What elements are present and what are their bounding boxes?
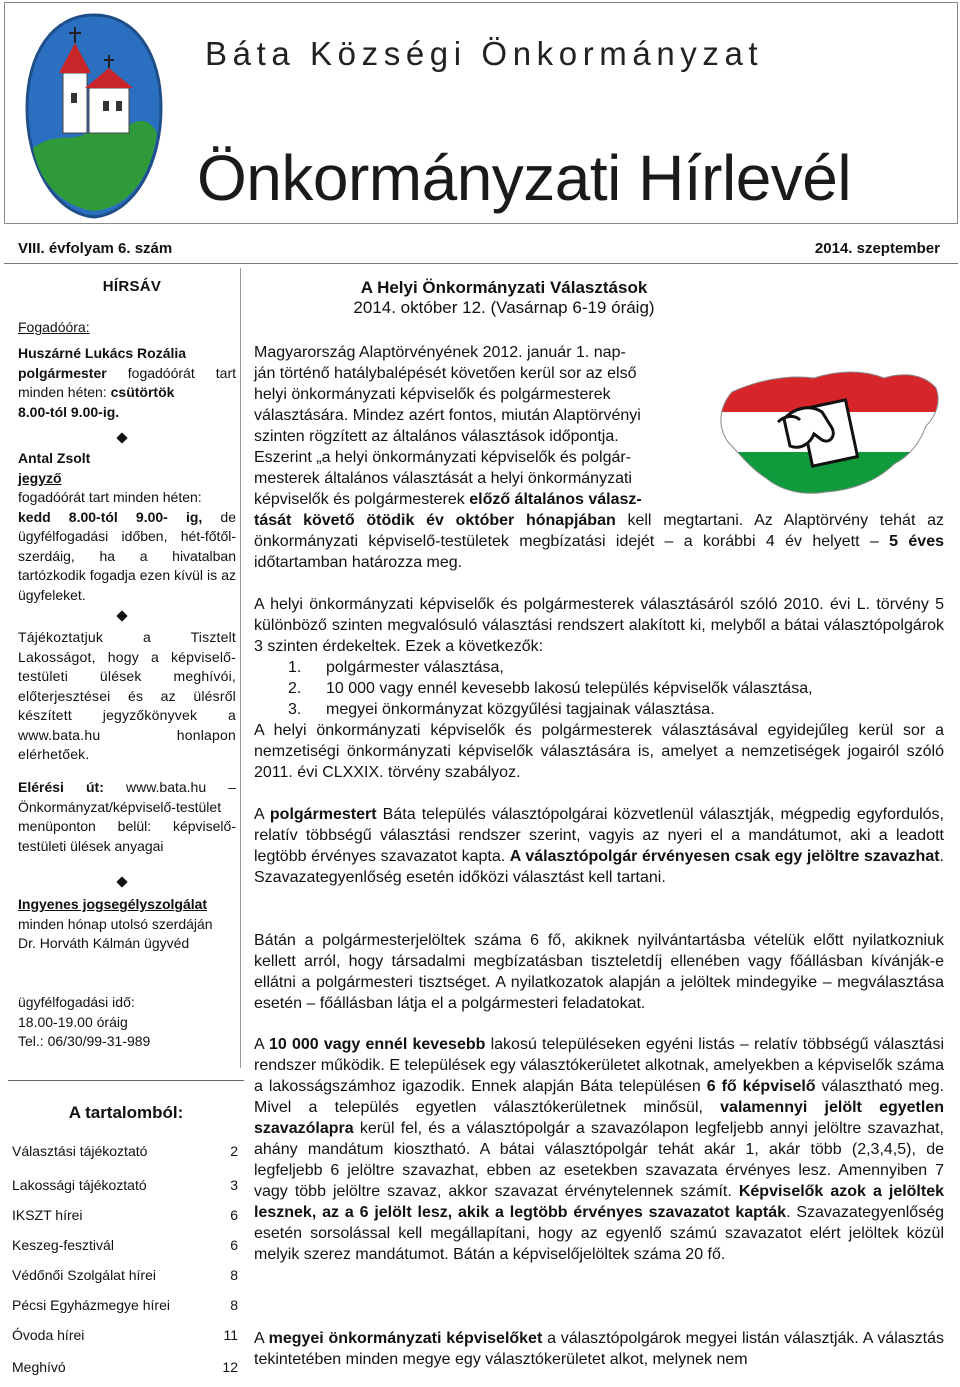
issue-number: VIII. évfolyam 6. szám [18, 240, 173, 257]
article-paragraph-mayor: A polgármestert Báta település választópolgárai közvetlenül választják, mégpedig egyfordulós, relatív többségű választási rendszer szerint, vagyis az nyeri el a mandátumot, aki a leadott legtöbb érvényes szavazatot kapta. A választópolgár érvényesen csak egy jelöltre szavazhat. Szavazategyenlőség esetén időközi választást kell tartani. [254, 806, 945, 886]
article-paragraph-intro-cont: tását követő ötödik év október hónapjában kell megtartani. Az Alaptörvény tehát az önkormányzati képviselő-testületek megbízatási idejét – a korábbi 4 év helyett – 5 éves időtartamban határozza meg. [254, 512, 945, 571]
toc-item[interactable] [12, 1237, 238, 1257]
article-paragraph-representatives: A 10 000 vagy ennél kevesebb lakosú településeken egyéni listás – relatív többségű választási rendszer működik. E települések egy választókerületet alkotnak, amelyekben a képviselők száma a lakosságszámhoz igazodik. Ennek alapján Báta településen 6 fő képviselő választható meg. Mivel a település egyetlen választókerületnek minősül, valamennyi jelölt egyetlen szavazólapra kerül fel, és a választópolgár a szavazólapon legfeljebb annyi jelöltre szavazhat, ahány mandátum kiosztható. A bátai választópolgár tehát akár 1, akár több (2,3,4,5), de legfeljebb 6 jelöltre szavazhat, ebben az esetekben szavazata érvényes lesz. Amennyiben 7 vagy több jelöltre szavaz, akkor szavazat érvénytelennek számít. Képviselők azok a jelöltek lesznek, az a 6 jelölt lesz, akik a legtöbb érvényes szavazatot kapták. Szavazategyenlőség esetén sorsolással kell megállapítani, hogy az egyenlő számú szavazatot elért jelöltek közül melyik szerez mandátumot. Bátán a képviselőjelöltek száma 20 fő. [254, 1036, 945, 1263]
access-block: Elérési út: www.bata.hu – Önkormányzat/képviselő-testület menüponton belül: képviselő-testületi ülések anyagai [18, 779, 236, 854]
toc-item[interactable] [12, 1143, 238, 1163]
toc-item-label: Lakossági tájékoztató [12, 1177, 147, 1193]
hungary-flag-map-icon [714, 364, 944, 499]
toc-item-label: IKSZT hírei [12, 1207, 83, 1223]
separator-diamond-icon [116, 876, 127, 887]
toc-item-page: 11 [223, 1327, 238, 1343]
intro-line: választására. Mindez azért fontos, miután Alaptörvényi [254, 407, 641, 424]
coat-of-arms-icon [23, 13, 165, 219]
toc-item-page: 6 [230, 1207, 238, 1223]
header-divider [4, 263, 958, 264]
legal-hours-block: ügyfélfogadási idő: 18.00-19.00 óráig Tel.: 06/30/99-31-989 [18, 994, 151, 1049]
toc-item[interactable] [12, 1267, 238, 1287]
intro-line: képviselők és polgármesterek előző általános válasz- [254, 491, 642, 508]
toc-title: A tartalomból: [68, 1103, 184, 1122]
election-level-item: 1. polgármester választása, [288, 659, 504, 676]
intro-line: ján történő hatálybalépését követően kerül sor az első [254, 365, 637, 382]
article-paragraph-nationality: A helyi önkormányzati képviselők és polgármesterek választásával egyidejűleg kerül sor a nemzetiségi önkormányzati képviselők választására is, amelyet a nemzetiségek jogairól szóló 2011. évi CLXXIX. törvény szabályoz. [254, 722, 944, 781]
office-hours-label: Fogadóóra: [18, 319, 90, 335]
article [254, 268, 944, 1380]
article-paragraph-law: A helyi önkormányzati képviselők és polgármesterek választásáról szóló 2010. évi L. törvény 5 különböző szinten megvalósuló választási rendszert alakított ki, melyből a bátai választópolgárok 3 szinten érdekeltek. Ezek a következők: [254, 596, 944, 655]
article-paragraph-county: A megyei önkormányzati képviselőket a választópolgárok megyei listán választják. A választás tekintetében minden megye egy választókerületet alkot, melynek nem [254, 1330, 945, 1368]
notary-block: Antal Zsolt jegyző fogadóórát tart minden héten: kedd 8.00-tól 9.00- ig, de ügyfélfogadási időben, hét-főtől- szerdáig, ha a hivatalban tartózkodik fogadja ezen kívül is az ügyfeleket. [18, 450, 236, 603]
toc-item-page: 2 [230, 1143, 238, 1159]
sidebar-heading: HÍRSÁV [102, 278, 162, 295]
sidebar [8, 268, 242, 1376]
toc-item-label: Védőnői Szolgálat hírei [12, 1267, 156, 1283]
separator-diamond-icon [116, 610, 127, 621]
newsletter-title: Önkormányzati Hírlevél [197, 142, 852, 214]
toc-item-page: 12 [222, 1359, 238, 1375]
intro-line: helyi önkormányzati képviselők és polgármesterek [254, 386, 611, 403]
town-name: Báta Községi Önkormányzat [205, 35, 764, 72]
toc-item-label: Választási tájékoztató [12, 1143, 148, 1159]
toc-item-label: Pécsi Egyházmegye hírei [12, 1297, 170, 1313]
toc-item[interactable] [12, 1207, 238, 1227]
separator-diamond-icon [116, 432, 127, 443]
article-paragraph-candidates: Bátán a polgármesterjelöltek száma 6 fő, akiknek nyilvántartásba vételük előtt nyilatkozniuk kellett arról, hogy társadalmi megbízatásban tiszteletdíj ellenében vagy főállásban kívánják-e ellátni a polgármesteri tisztséget. A nyilatkozatok alapján a jelöltek mindegyike – megválasztása esetén – főállásban látja el a polgármesteri feladatokat. [254, 932, 944, 1012]
toc-item-label: Óvoda hírei [12, 1327, 85, 1343]
election-level-item: 2. 10 000 vagy ennél kevesebb lakosú település képviselők választása, [288, 680, 813, 697]
article-paragraph-intro [254, 342, 699, 510]
toc-item[interactable] [12, 1359, 238, 1379]
issue-date: 2014. szeptember [814, 240, 940, 257]
intro-line: mesterek általános választását a helyi önkormányzati [254, 470, 632, 487]
toc-item[interactable] [12, 1327, 238, 1347]
toc-item-page: 6 [230, 1237, 238, 1253]
toc-item[interactable] [12, 1297, 238, 1317]
toc-item-page: 3 [230, 1177, 238, 1193]
mayor-block: Huszárné Lukács Rozália polgármester fogadóórát tart minden héten: csütörtök 8.00-tól 9.00-ig. [18, 345, 236, 420]
intro-line: Magyarország Alaptörvényének 2012. január 1. nap- [254, 344, 626, 361]
toc-item[interactable] [12, 1177, 238, 1197]
toc-item-label: Keszeg-fesztivál [12, 1237, 114, 1253]
masthead [4, 2, 958, 224]
toc-item-label: Meghívó [12, 1359, 66, 1375]
legal-aid-block: Ingyenes jogsegélyszolgálat minden hónap utolsó szerdáján Dr. Horváth Kálmán ügyvéd [18, 896, 213, 951]
intro-line: szinten rögzített az általános választások időpontja. [254, 428, 619, 445]
intro-line: Eszerint „a helyi önkormányzati képviselők és polgár- [254, 449, 632, 466]
table-of-contents [8, 1080, 244, 1380]
article-headline: A Helyi Önkormányzati Választások 2014. október 12. (Vasárnap 6-19 óráig) [353, 278, 655, 317]
toc-item-page: 8 [230, 1267, 238, 1283]
info-block: Tájékoztatjuk a Tisztelt Lakosságot, hogy a képviselő-testületi ülések meghívói, előterjesztései és az ülésről készített jegyzőkönyvek a www.bata.hu honlapon elérhetőek. [18, 629, 236, 762]
toc-item-page: 8 [230, 1297, 238, 1313]
election-level-item: 3. megyei önkormányzat közgyűlési tagjainak választása. [288, 701, 715, 718]
